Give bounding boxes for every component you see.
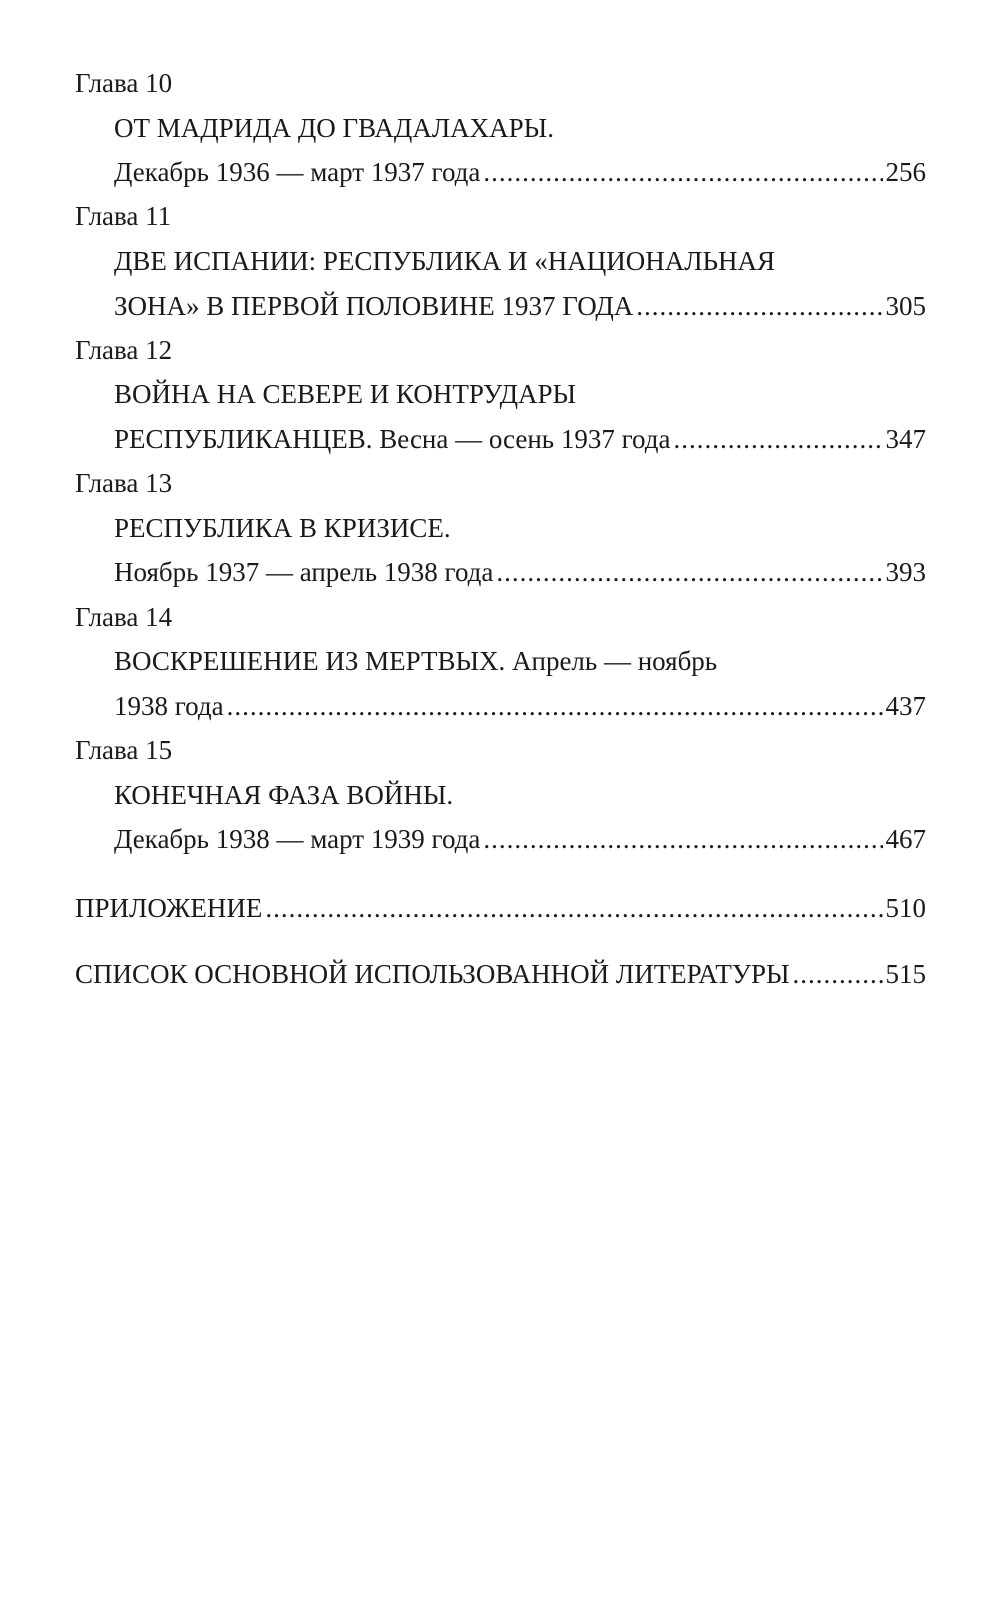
dot-leader [673,422,882,456]
chapter-12-label: Глава 12 [75,335,173,365]
chapter-12-page-number: 347 [885,424,926,454]
dot-leader [483,155,882,189]
chapter-13-page-number: 393 [885,557,926,587]
chapter-13-label: Глава 13 [75,468,173,498]
chapter-15-page-number: 467 [885,824,926,854]
bibliography-page-number: 515 [885,959,926,989]
chapter-11-entry[interactable] [114,289,926,323]
chapter-13-title: РЕСПУБЛИКА В КРИЗИСЕ. [114,513,451,543]
chapter-14-subtitle: 1938 года [114,691,224,721]
chapter-14-title: ВОСКРЕШЕНИЕ ИЗ МЕРТВЫХ. Апрель — ноябрь [114,646,718,676]
chapter-11-subtitle: ЗОНА» В ПЕРВОЙ ПОЛОВИНЕ 1937 ГОДА [114,291,634,321]
chapter-12-subtitle: РЕСПУБЛИКАНЦЕВ. Весна — осень 1937 года [114,424,671,454]
chapter-10-page-number: 256 [885,157,926,187]
chapter-15-title: КОНЕЧНАЯ ФАЗА ВОЙНЫ. [114,780,454,810]
dot-leader [636,289,882,323]
chapter-14-label: Глава 14 [75,602,173,632]
chapter-10-label: Глава 10 [75,68,173,98]
chapter-11-page-number: 305 [885,291,926,321]
chapter-10-subtitle: Декабрь 1936 — март 1937 года [114,157,481,187]
chapter-12-entry[interactable] [114,422,926,456]
chapter-14-entry[interactable] [114,689,926,723]
chapter-14-page-number: 437 [885,691,926,721]
bibliography-title: СПИСОК ОСНОВНОЙ ИСПОЛЬЗОВАННОЙ ЛИТЕРАТУРЫ [75,959,790,989]
appendix-title: ПРИЛОЖЕНИЕ [75,893,263,923]
chapter-11-title: ДВЕ ИСПАНИИ: РЕСПУБЛИКА И «НАЦИОНАЛЬНАЯ [114,246,776,276]
chapter-13-entry[interactable] [114,555,926,589]
dot-leader [496,555,882,589]
chapter-15-subtitle: Декабрь 1938 — март 1939 года [114,824,481,854]
chapter-15-entry[interactable] [114,822,926,856]
chapter-11-label: Глава 11 [75,201,172,231]
appendix-page-number: 510 [885,893,926,923]
dot-leader [483,822,882,856]
chapter-15-label: Глава 15 [75,735,173,765]
dot-leader [227,689,883,723]
dot-leader [793,957,883,991]
bibliography-entry[interactable] [75,957,926,991]
chapter-10-entry[interactable] [114,155,926,189]
appendix-entry[interactable] [75,891,926,925]
chapter-12-title: ВОЙНА НА СЕВЕРЕ И КОНТРУДАРЫ [114,379,577,409]
dot-leader [265,891,882,925]
chapter-13-subtitle: Ноябрь 1937 — апрель 1938 года [114,557,494,587]
chapter-10-title: ОТ МАДРИДА ДО ГВАДАЛАХАРЫ. [114,113,554,143]
